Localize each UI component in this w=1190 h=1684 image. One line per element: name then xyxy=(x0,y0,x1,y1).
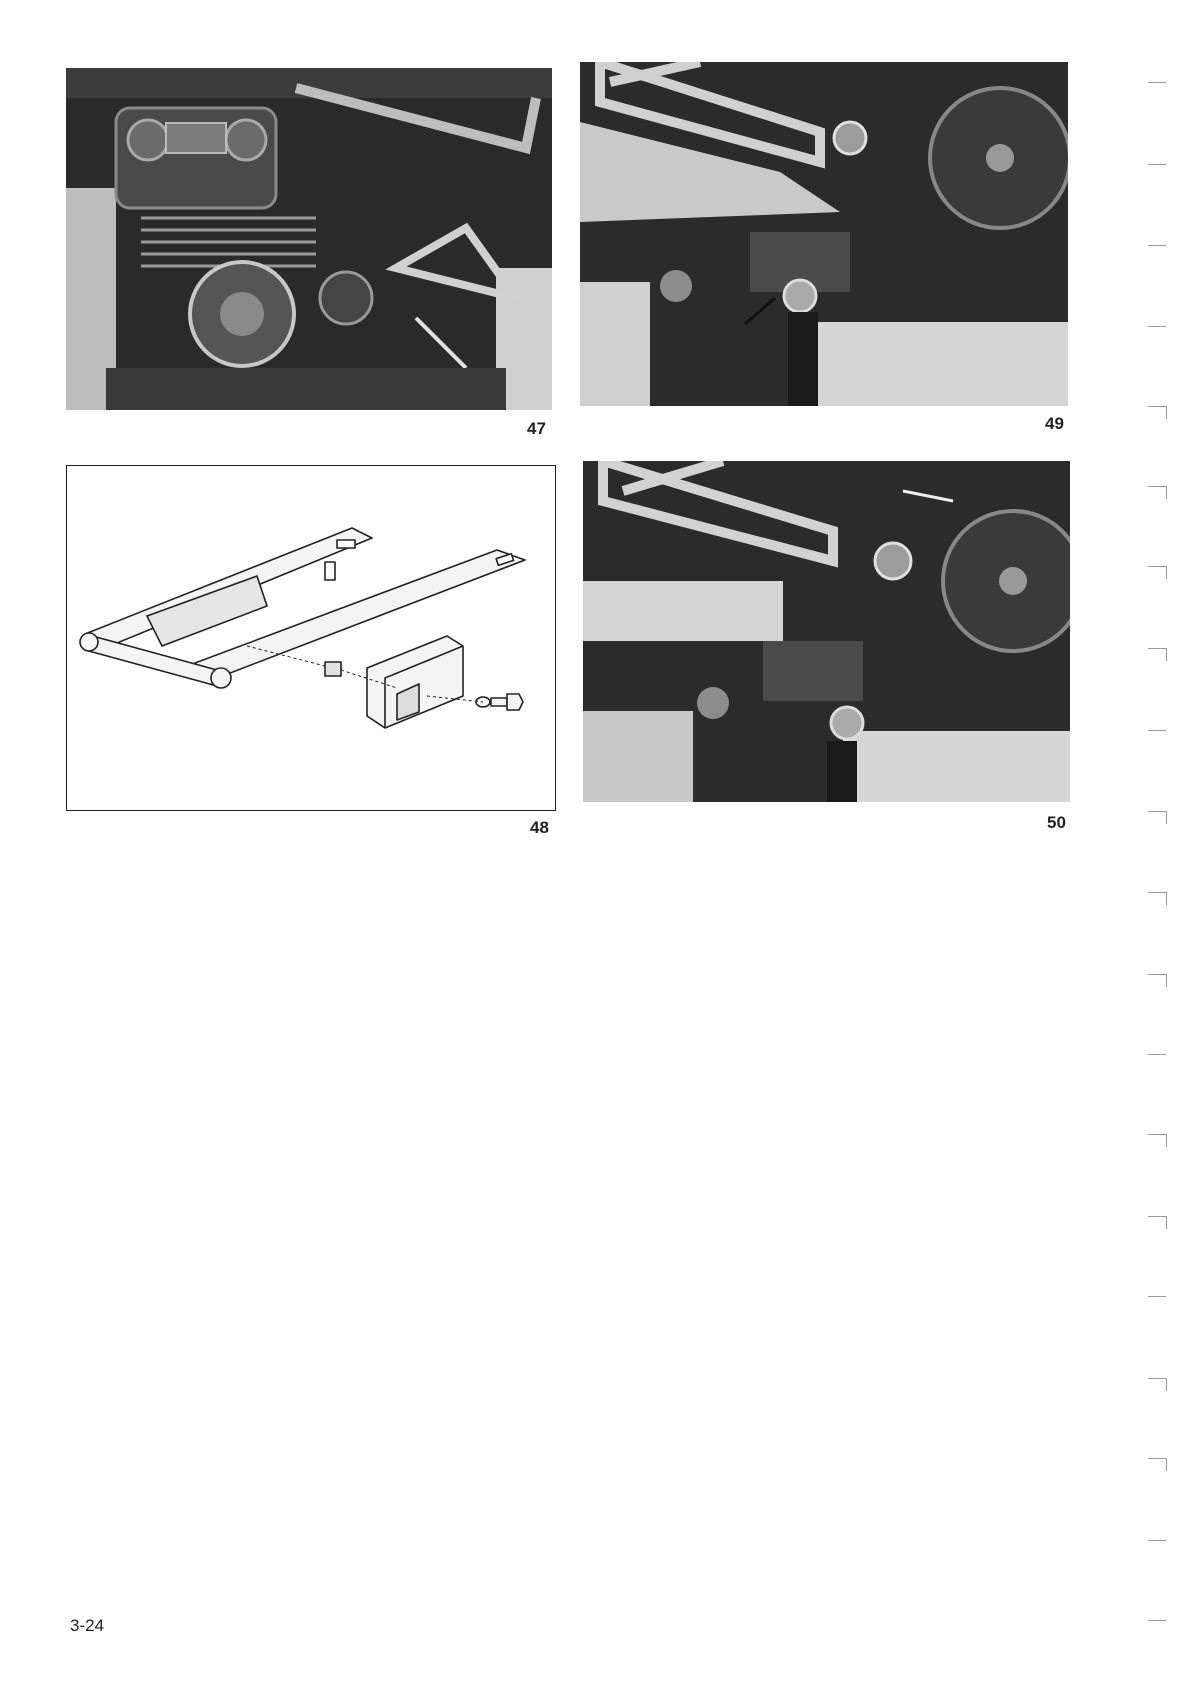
tab-mark xyxy=(1148,892,1167,905)
tab-mark xyxy=(1148,164,1166,177)
tab-mark xyxy=(1148,730,1166,743)
stand-photo-image-49 xyxy=(580,62,1068,406)
tab-mark xyxy=(1148,486,1167,499)
figure-number-47: 47 xyxy=(527,419,546,438)
tab-mark xyxy=(1148,1054,1166,1067)
tab-mark xyxy=(1148,82,1166,95)
figure-number-50: 50 xyxy=(1047,813,1066,832)
tab-mark xyxy=(1148,245,1166,258)
tab-mark xyxy=(1148,406,1167,419)
tab-mark xyxy=(1148,648,1167,661)
tab-mark xyxy=(1148,1378,1167,1391)
index-tab-marks xyxy=(1148,0,1188,1684)
tab-mark xyxy=(1148,974,1167,987)
engine-photo-image xyxy=(66,68,552,410)
tab-mark xyxy=(1148,566,1167,579)
stand-photo-image-50 xyxy=(583,461,1070,802)
page-number: 3-24 xyxy=(70,1616,105,1635)
tab-mark xyxy=(1148,1216,1167,1229)
tab-mark xyxy=(1148,1134,1167,1147)
figure-number-48: 48 xyxy=(530,818,549,837)
swingarm-drawing-image xyxy=(67,466,555,810)
tab-mark xyxy=(1148,1458,1167,1471)
figure-49-stand-photo xyxy=(580,62,1068,406)
tab-mark xyxy=(1148,1620,1166,1633)
tab-mark xyxy=(1148,326,1166,339)
tab-mark xyxy=(1148,1296,1166,1309)
figure-47-engine-photo xyxy=(66,68,552,410)
figure-number-49: 49 xyxy=(1045,414,1064,433)
tab-mark xyxy=(1148,1540,1166,1553)
figure-48-swingarm-drawing xyxy=(66,465,556,811)
figure-50-stand-photo xyxy=(583,461,1070,802)
tab-mark xyxy=(1148,811,1167,824)
